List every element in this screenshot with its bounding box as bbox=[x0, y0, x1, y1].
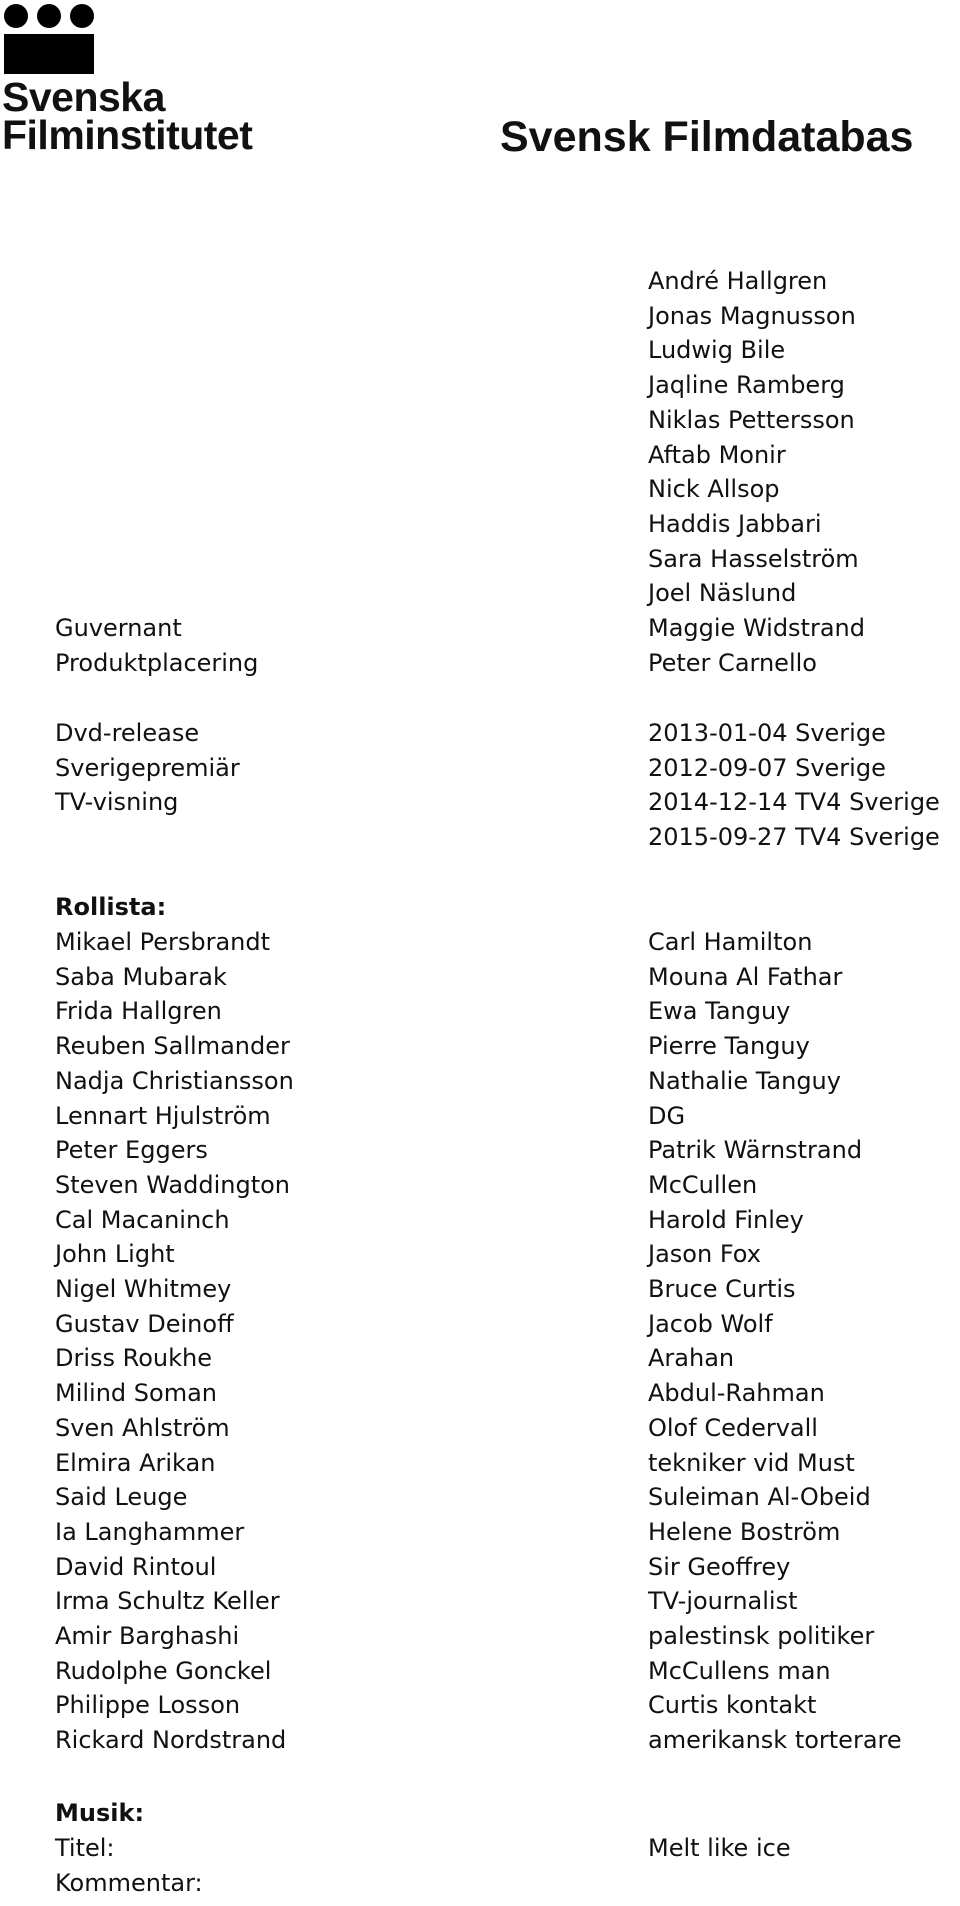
cast-row bbox=[0, 1411, 960, 1446]
cast-row bbox=[0, 1584, 960, 1619]
actor-name: Steven Waddington bbox=[55, 1170, 291, 1199]
role-name: Pierre Tanguy bbox=[648, 1032, 810, 1061]
actor-name: Gustav Deinoff bbox=[55, 1309, 234, 1338]
role-name: McCullens man bbox=[648, 1656, 831, 1685]
cast-row bbox=[0, 1515, 960, 1550]
credit-row bbox=[0, 646, 960, 681]
music-title-row bbox=[0, 1831, 960, 1866]
crew-name: Aftab Monir bbox=[648, 440, 786, 469]
music-title-value: Melt like ice bbox=[648, 1834, 791, 1862]
credit-row bbox=[0, 611, 960, 646]
actor-name: John Light bbox=[55, 1240, 175, 1269]
cast-row bbox=[0, 1376, 960, 1411]
credit-value: Peter Carnello bbox=[648, 648, 817, 677]
crew-name: Niklas Pettersson bbox=[648, 405, 855, 434]
cast-heading: Rollista: bbox=[55, 893, 167, 921]
cast-row bbox=[0, 1446, 960, 1481]
role-name: DG bbox=[648, 1101, 686, 1130]
music-heading: Musik: bbox=[55, 1799, 145, 1827]
role-name: Harold Finley bbox=[648, 1205, 804, 1234]
actor-name: Nadja Christiansson bbox=[55, 1066, 294, 1095]
cast-row bbox=[0, 1654, 960, 1689]
role-name: tekniker vid Must bbox=[648, 1448, 855, 1477]
crew-row bbox=[0, 403, 960, 438]
role-name: Sir Geoffrey bbox=[648, 1552, 791, 1581]
crew-row bbox=[0, 472, 960, 507]
music-comment-label: Kommentar: bbox=[55, 1869, 203, 1897]
role-name: Suleiman Al-Obeid bbox=[648, 1483, 871, 1512]
crew-name: Ludwig Bile bbox=[648, 336, 786, 365]
actor-name: Ia Langhammer bbox=[55, 1517, 245, 1546]
role-name: Olof Cedervall bbox=[648, 1413, 818, 1442]
cast-row bbox=[0, 1203, 960, 1238]
credit-label: Guvernant bbox=[55, 614, 182, 642]
role-name: Carl Hamilton bbox=[648, 928, 813, 956]
cast-row bbox=[0, 1550, 960, 1585]
cast-row bbox=[0, 1064, 960, 1099]
crew-row bbox=[0, 576, 960, 611]
actor-name: Cal Macaninch bbox=[55, 1205, 230, 1234]
role-name: McCullen bbox=[648, 1170, 758, 1199]
logo-line-1: Svenska bbox=[2, 74, 165, 120]
music-comment-row bbox=[0, 1866, 960, 1901]
release-value: 2015-09-27 TV4 Sverige bbox=[648, 823, 940, 852]
actor-name: Sven Ahlström bbox=[55, 1413, 230, 1442]
actor-name: Mikael Persbrandt bbox=[55, 928, 271, 956]
cast-row bbox=[0, 1619, 960, 1654]
cast-row bbox=[0, 1723, 960, 1758]
credit-value: Maggie Widstrand bbox=[648, 614, 865, 642]
crew-name: Jonas Magnusson bbox=[648, 301, 856, 330]
role-name: TV-journalist bbox=[648, 1587, 798, 1616]
actor-name: Lennart Hjulström bbox=[55, 1101, 271, 1130]
cast-row bbox=[0, 925, 960, 960]
crew-row bbox=[0, 299, 960, 334]
music-title-label: Titel: bbox=[55, 1834, 115, 1862]
actor-name: Said Leuge bbox=[55, 1483, 188, 1512]
release-label: Dvd-release bbox=[55, 719, 200, 747]
cast-row bbox=[0, 1480, 960, 1515]
role-name: Patrik Wärnstrand bbox=[648, 1136, 863, 1165]
crew-name: Jaqline Ramberg bbox=[648, 371, 845, 400]
actor-name: Rickard Nordstrand bbox=[55, 1726, 287, 1755]
cast-row bbox=[0, 960, 960, 995]
cast-row bbox=[0, 1099, 960, 1134]
crew-row bbox=[0, 507, 960, 542]
release-row bbox=[0, 785, 960, 820]
logo-dot-icon bbox=[4, 4, 28, 28]
release-row bbox=[0, 820, 960, 855]
role-name: Jason Fox bbox=[648, 1240, 761, 1269]
role-name: Nathalie Tanguy bbox=[648, 1066, 841, 1095]
crew-name: Haddis Jabbari bbox=[648, 509, 822, 538]
release-row bbox=[0, 716, 960, 751]
role-name: Abdul-Rahman bbox=[648, 1379, 825, 1408]
release-value: 2013-01-04 Sverige bbox=[648, 719, 886, 747]
actor-name: Irma Schultz Keller bbox=[55, 1587, 280, 1616]
cast-row bbox=[0, 994, 960, 1029]
actor-name: Frida Hallgren bbox=[55, 997, 222, 1026]
actor-name: David Rintoul bbox=[55, 1552, 217, 1581]
actor-name: Amir Barghashi bbox=[55, 1622, 240, 1650]
release-label: TV-visning bbox=[55, 788, 179, 817]
page-title: Svensk Filmdatabas bbox=[500, 113, 914, 161]
release-value: 2012-09-07 Sverige bbox=[648, 753, 886, 782]
actor-name: Rudolphe Gonckel bbox=[55, 1656, 272, 1685]
role-name: amerikansk torterare bbox=[648, 1726, 902, 1755]
role-name: Helene Boström bbox=[648, 1517, 841, 1546]
role-name: Bruce Curtis bbox=[648, 1275, 796, 1303]
logo-square-icon bbox=[4, 34, 94, 74]
role-name: Arahan bbox=[648, 1344, 735, 1373]
release-label: Sverigepremiär bbox=[55, 753, 240, 782]
crew-row bbox=[0, 368, 960, 403]
crew-name: Joel Näslund bbox=[648, 579, 797, 608]
actor-name: Philippe Losson bbox=[55, 1691, 241, 1720]
logo-dot-icon bbox=[70, 4, 94, 28]
crew-row bbox=[0, 264, 960, 299]
crew-name: Nick Allsop bbox=[648, 475, 780, 504]
role-name: Jacob Wolf bbox=[648, 1309, 773, 1338]
cast-row bbox=[0, 1237, 960, 1272]
role-name: Ewa Tanguy bbox=[648, 997, 791, 1026]
cast-row bbox=[0, 1307, 960, 1342]
logo-line-2: Filminstitutet bbox=[2, 112, 253, 158]
release-row bbox=[0, 751, 960, 786]
cast-row bbox=[0, 1341, 960, 1376]
cast-row bbox=[0, 1688, 960, 1723]
logo-dot-icon bbox=[37, 4, 61, 28]
crew-row bbox=[0, 438, 960, 473]
crew-row bbox=[0, 333, 960, 368]
crew-name: André Hallgren bbox=[648, 267, 828, 295]
release-value: 2014-12-14 TV4 Sverige bbox=[648, 788, 940, 817]
cast-row bbox=[0, 1272, 960, 1307]
credit-label: Produktplacering bbox=[55, 648, 259, 677]
role-name: Mouna Al Fathar bbox=[648, 962, 843, 991]
role-name: palestinsk politiker bbox=[648, 1622, 875, 1650]
cast-row bbox=[0, 1029, 960, 1064]
actor-name: Elmira Arikan bbox=[55, 1448, 216, 1477]
crew-name: Sara Hasselström bbox=[648, 544, 859, 573]
cast-row bbox=[0, 1133, 960, 1168]
actor-name: Milind Soman bbox=[55, 1379, 217, 1408]
actor-name: Peter Eggers bbox=[55, 1136, 208, 1165]
actor-name: Saba Mubarak bbox=[55, 962, 227, 991]
crew-row bbox=[0, 542, 960, 577]
cast-row bbox=[0, 1168, 960, 1203]
svenska-filminstitutet-logo bbox=[0, 0, 260, 165]
role-name: Curtis kontakt bbox=[648, 1691, 817, 1720]
actor-name: Driss Roukhe bbox=[55, 1344, 213, 1373]
logo-wordmark bbox=[2, 74, 253, 158]
actor-name: Nigel Whitmey bbox=[55, 1275, 232, 1303]
actor-name: Reuben Sallmander bbox=[55, 1032, 290, 1061]
